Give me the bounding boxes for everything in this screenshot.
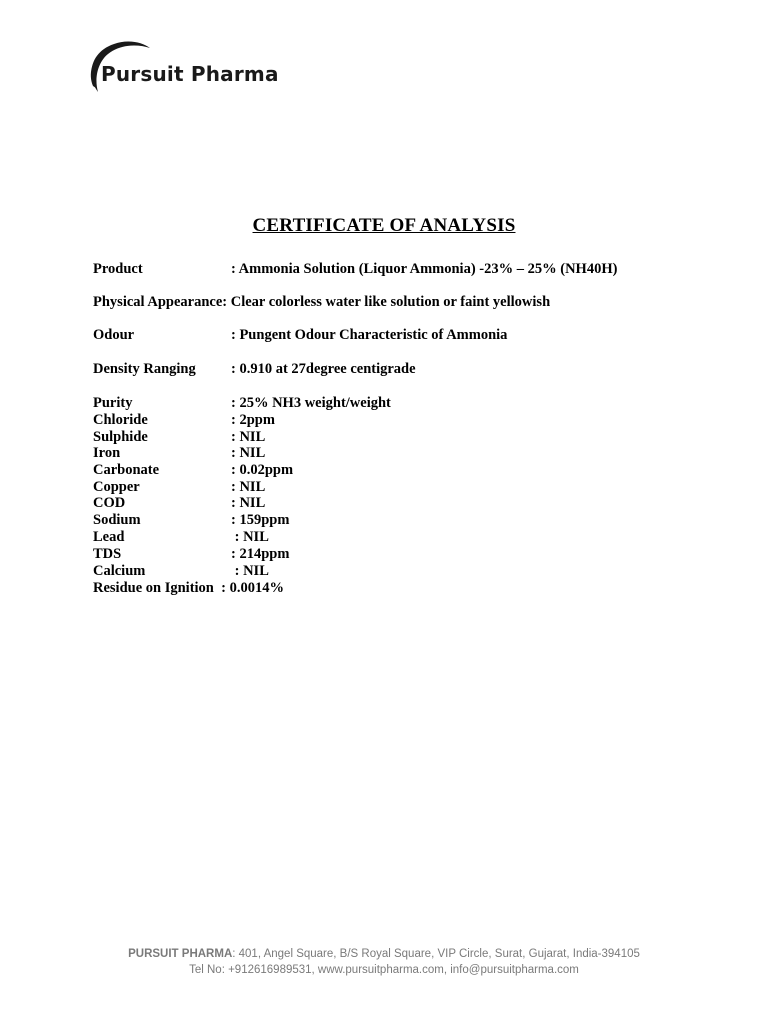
field-label: Carbonate [93,462,160,478]
field-tds [93,546,290,563]
field-calcium [93,563,269,580]
field-label: Product [93,261,143,277]
footer-address [0,948,768,960]
field-odour [93,327,508,344]
field-label: Sulphide [93,429,148,445]
field-sulphide [93,429,266,446]
field-value: : Ammonia Solution (Liquor Ammonia) -23% – 25% (NH40H) [231,261,618,277]
field-label: Lead [93,529,125,545]
field-label: Odour [93,327,135,343]
field-product [93,261,618,278]
field-value: : 0.910 at 27degree centigrade [231,361,416,377]
field-label: Physical Appearance [93,294,223,310]
field-value: : 25% NH3 weight/weight [231,395,391,411]
field-value: : NIL [231,495,266,511]
footer-contact: Tel No: +912616989531, www.pursuitpharma.com, info@pursuitpharma.com [189,964,579,976]
field-value: : 214ppm [231,546,290,562]
field-label: Sodium [93,512,141,528]
field-value: : 2ppm [231,412,275,428]
field-value: : NIL [231,563,269,579]
field-value: : Clear colorless water like solution or faint yellowish [222,294,551,310]
field-value: : NIL [231,479,266,495]
field-chloride [93,412,275,429]
field-physical-appearance [93,294,550,311]
document-title: CERTIFICATE OF ANALYSIS [252,215,516,236]
field-value: : NIL [231,445,266,461]
company-logo [84,36,304,106]
field-value: : NIL [231,529,269,545]
field-label: Residue on Ignition [93,580,214,596]
field-label: Density Ranging [93,361,196,377]
field-value: : 0.02ppm [231,462,294,478]
field-lead [93,529,269,546]
footer-address-text: : 401, Angel Square, B/S Royal Square, VIP Circle, Surat, Gujarat, India-394105 [232,948,640,960]
logo-text: Pursuit Pharma [101,62,279,86]
field-value: : Pungent Odour Characteristic of Ammonia [231,327,508,343]
field-label: Chloride [93,412,148,428]
field-value: : 159ppm [231,512,290,528]
field-sodium [93,512,290,529]
footer-brand: PURSUIT PHARMA [128,948,233,960]
field-iron [93,445,266,462]
field-residue-on-ignition [93,580,284,597]
field-value: : NIL [231,429,266,445]
field-cod [93,495,266,512]
field-density [93,361,416,378]
field-value: : 0.0014% [213,580,284,596]
field-label: Copper [93,479,140,495]
field-label: Iron [93,445,121,461]
field-copper [93,479,266,496]
field-purity [93,395,391,412]
field-label: Purity [93,395,133,411]
field-carbonate [93,462,294,479]
field-label: COD [93,495,126,511]
field-label: Calcium [93,563,146,579]
field-label: TDS [93,546,122,562]
